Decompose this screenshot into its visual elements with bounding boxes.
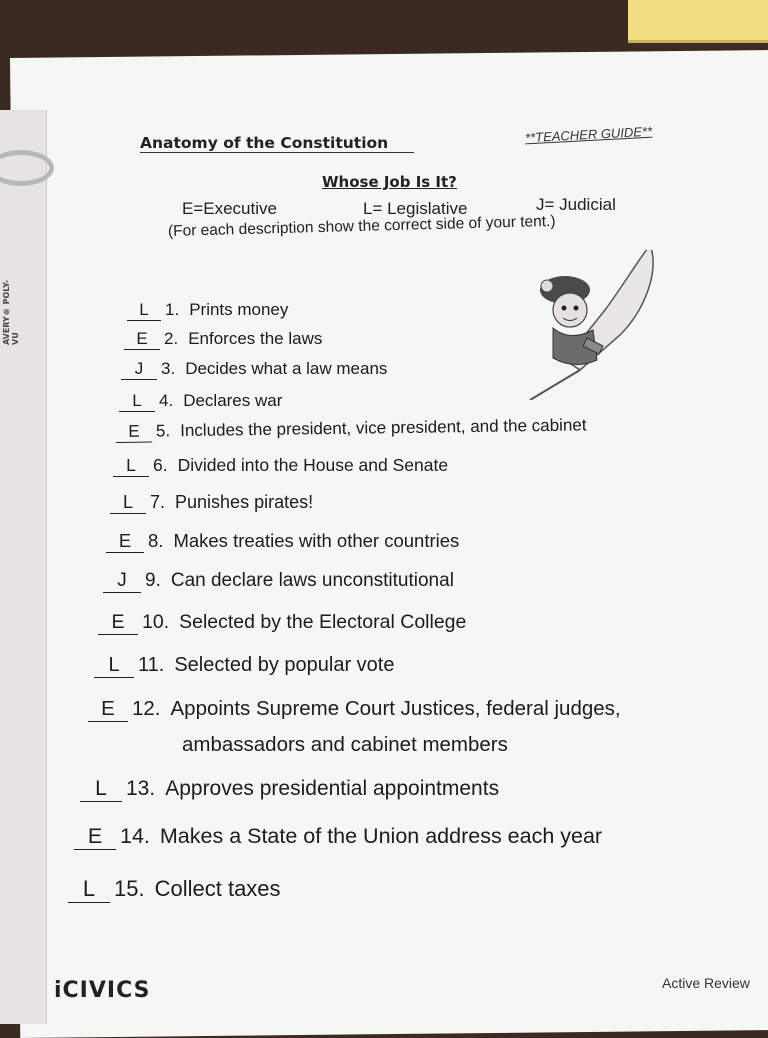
quill-mascot-icon [525,250,665,400]
worksheet-header: Anatomy of the Constitution [140,134,414,153]
item-text: Prints money [189,300,289,319]
teacher-guide-label: **TEACHER GUIDE** [524,123,653,146]
list-item [74,824,602,850]
list-item [127,300,288,321]
item-number: 15. [114,876,145,901]
binder-label: AVERY® POLY-VU [2,279,20,345]
item-number: 2. [164,329,179,348]
item-text: Selected by the Electoral College [179,611,467,633]
list-item [88,697,621,722]
list-item [121,359,387,380]
item-text: Divided into the House and Senate [177,455,449,475]
list-item [68,876,281,903]
icivics-logo: iCIVICS [54,978,151,1003]
item-text: Includes the president, vice president, and the cabinet [180,415,587,441]
answer-blank: J [103,570,141,593]
item-text: Declares war [183,391,283,410]
item-text: Can declare laws unconstitutional [170,570,454,591]
item-text: Enforces the laws [188,329,323,348]
answer-blank: E [106,530,144,553]
item-number: 13. [126,777,156,800]
answer-blank: L [94,654,134,678]
list-item [113,455,448,477]
answer-blank: E [98,611,138,635]
list-item [98,611,466,635]
answer-blank: L [68,876,110,903]
list-item [103,570,454,593]
answer-blank: L [80,777,122,802]
list-item [119,391,282,412]
item-text: Punishes pirates! [175,492,314,512]
key-legislative: L= Legislative [363,199,468,218]
answer-blank: E [74,824,116,850]
item-text: Makes treaties with other countries [173,530,460,551]
list-item-continuation: ambassadors and cabinet members [182,733,508,756]
answer-blank: J [121,359,157,380]
item-number: 14. [120,824,150,848]
list-item [124,329,322,350]
item-number: 12. [132,697,161,720]
item-number: 7. [150,492,166,512]
item-text: Approves presidential appointments [165,777,500,800]
item-number: 4. [159,391,174,410]
item-text: Makes a State of the Union address each year [159,824,603,848]
item-number: 9. [145,570,161,591]
item-number: 6. [153,455,168,475]
item-text: Collect taxes [154,876,281,901]
answer-blank: E [124,329,160,350]
item-number: 5. [155,421,171,441]
instructions: (For each description show the correct side of your tent.) [167,212,556,240]
list-item [116,415,587,443]
footer-label: Active Review [662,975,750,991]
item-text: Decides what a law means [185,359,388,378]
answer-blank: L [110,492,146,514]
list-item [110,492,313,514]
list-item [106,530,459,553]
key-judicial: J= Judicial [536,195,616,214]
item-text: Selected by popular vote [174,654,395,676]
answer-blank: L [113,455,149,477]
answer-blank: E [88,697,128,722]
item-text: Appoints Supreme Court Justices, federal judges, [170,697,621,720]
page-title: Whose Job Is It? [322,173,457,191]
item-number: 11. [138,654,165,676]
list-item [94,654,394,678]
key-executive: E=Executive [182,199,277,218]
answer-blank: L [119,391,155,412]
item-number: 10. [142,611,170,633]
answer-blank: L [127,300,161,321]
item-number: 1. [165,300,180,319]
item-number: 8. [148,530,164,551]
answer-blank: E [116,421,152,443]
item-number: 3. [161,359,176,378]
list-item [80,777,499,802]
